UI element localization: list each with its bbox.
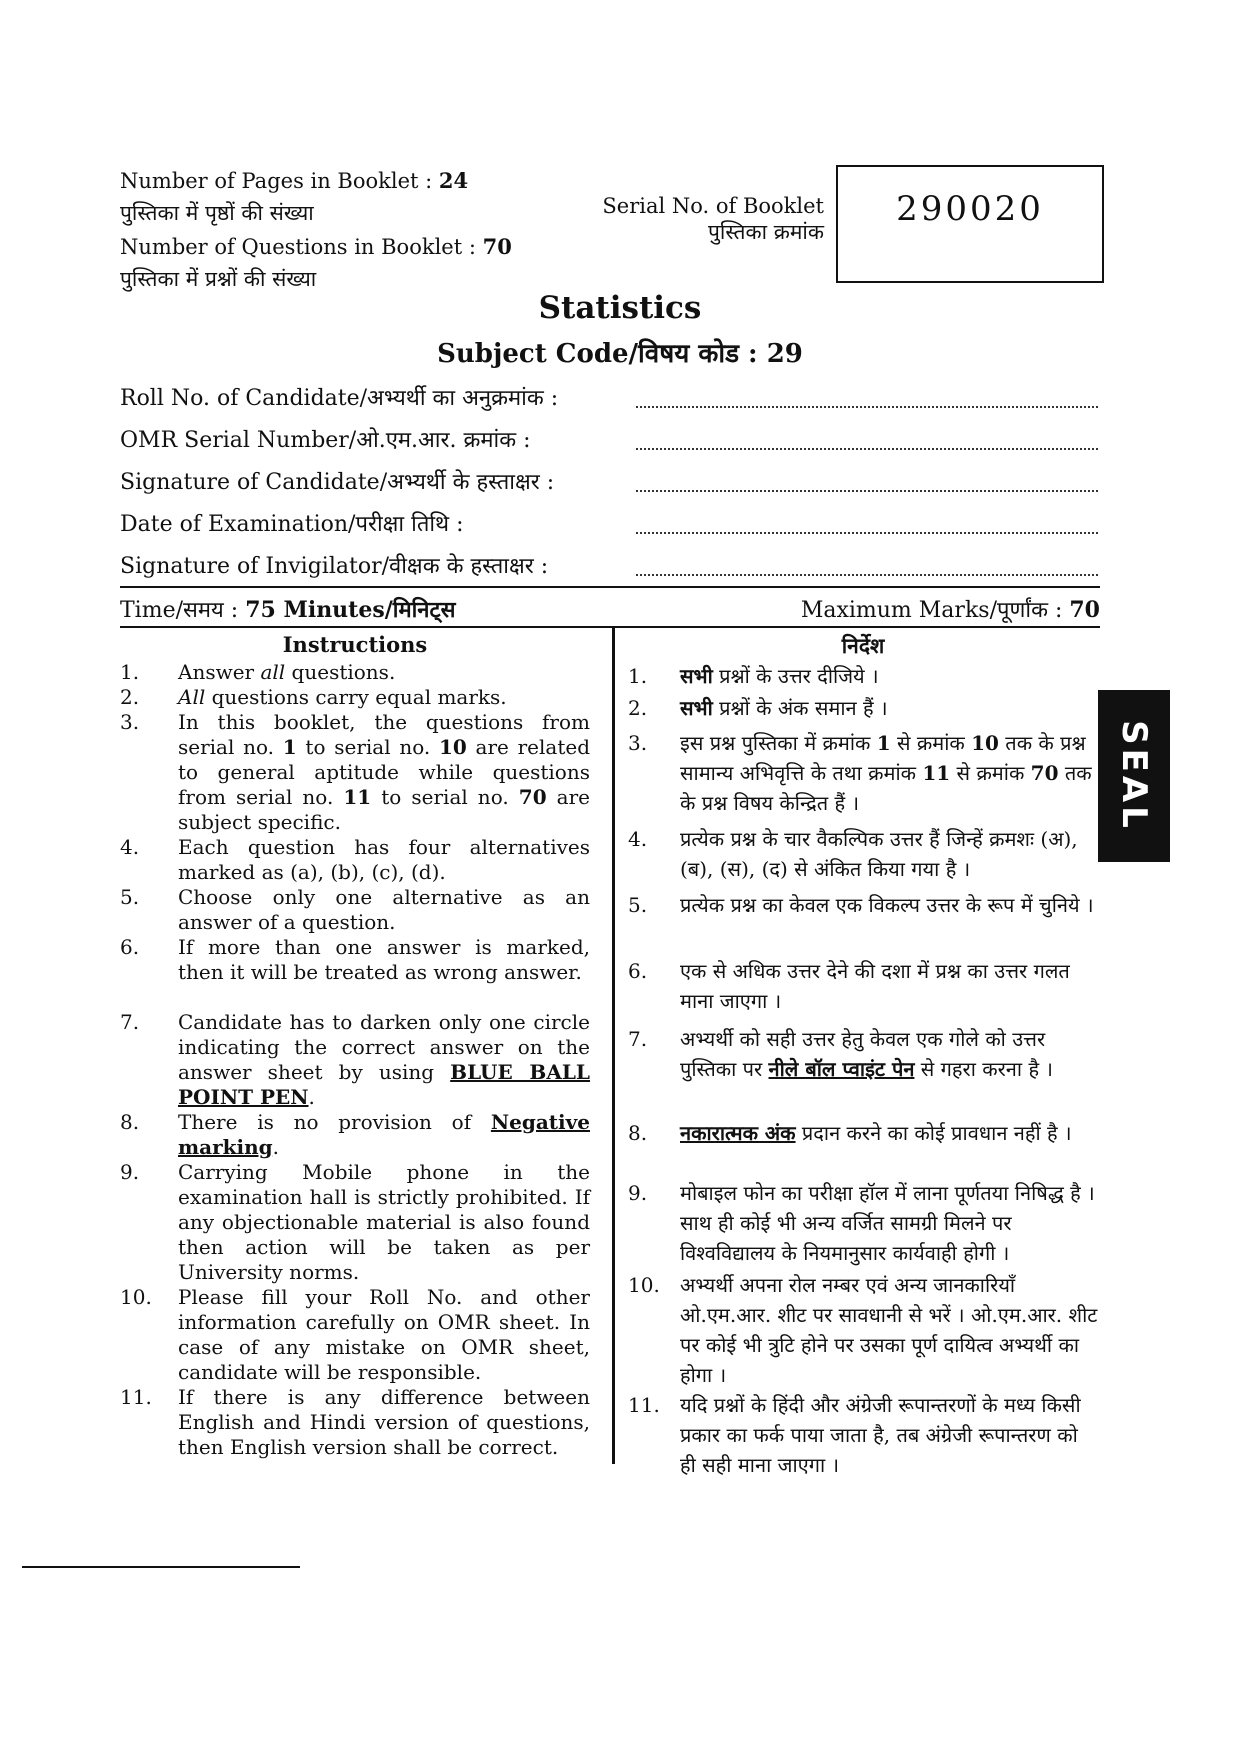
field-candidate-signature-label: Signature of Candidate/अभ्यर्थी के हस्ताक्षर : [120, 470, 555, 495]
field-exam-date-line[interactable] [636, 530, 1098, 534]
time-row: Time/समय : 75 Minutes/मिनिट्स Maximum Marks/पूर्णांक : 70 [120, 597, 1100, 623]
pages-count-hi: पुस्तिका में पृष्ठों की संख्या [120, 201, 314, 225]
serial-label: Serial No. of Booklet पुस्तिका क्रमांक [602, 194, 824, 244]
questions-count-en: Number of Questions in Booklet : 70 [120, 234, 512, 259]
columns-rule [120, 626, 1100, 628]
pages-count-en: Number of Pages in Booklet : 24 [120, 168, 469, 193]
seal-tab[interactable] [1098, 690, 1170, 862]
field-omr-serial-label: OMR Serial Number/ओ.एम.आर. क्रमांक : [120, 428, 531, 453]
field-omr-serial-line[interactable] [636, 446, 1098, 450]
bottom-divider-line [22, 1566, 300, 1568]
subject-title: Statistics [538, 290, 702, 326]
field-roll-no-line[interactable] [636, 404, 1098, 408]
field-invigilator-signature-line[interactable] [636, 572, 1098, 576]
serial-number-box [836, 165, 1104, 283]
field-invigilator-signature-label: Signature of Invigilator/वीक्षक के हस्ताक्षर : [120, 554, 549, 579]
questions-count-hi: पुस्तिका में प्रश्नों की संख्या [120, 267, 317, 291]
top-rule [120, 586, 1100, 588]
column-divider [612, 628, 615, 1464]
instructions-en-title: Instructions [282, 632, 428, 657]
instructions-hi-title: निर्देश [841, 633, 885, 658]
seal-label: SEAL [1114, 720, 1154, 832]
field-exam-date-label: Date of Examination/परीक्षा तिथि : [120, 512, 464, 537]
serial-number: 290020 [896, 189, 1044, 229]
subject-code: Subject Code/विषय कोड : 29 [437, 339, 803, 369]
field-roll-no-label: Roll No. of Candidate/अभ्यर्थी का अनुक्रमांक : [120, 386, 559, 411]
field-candidate-signature-line[interactable] [636, 488, 1098, 492]
